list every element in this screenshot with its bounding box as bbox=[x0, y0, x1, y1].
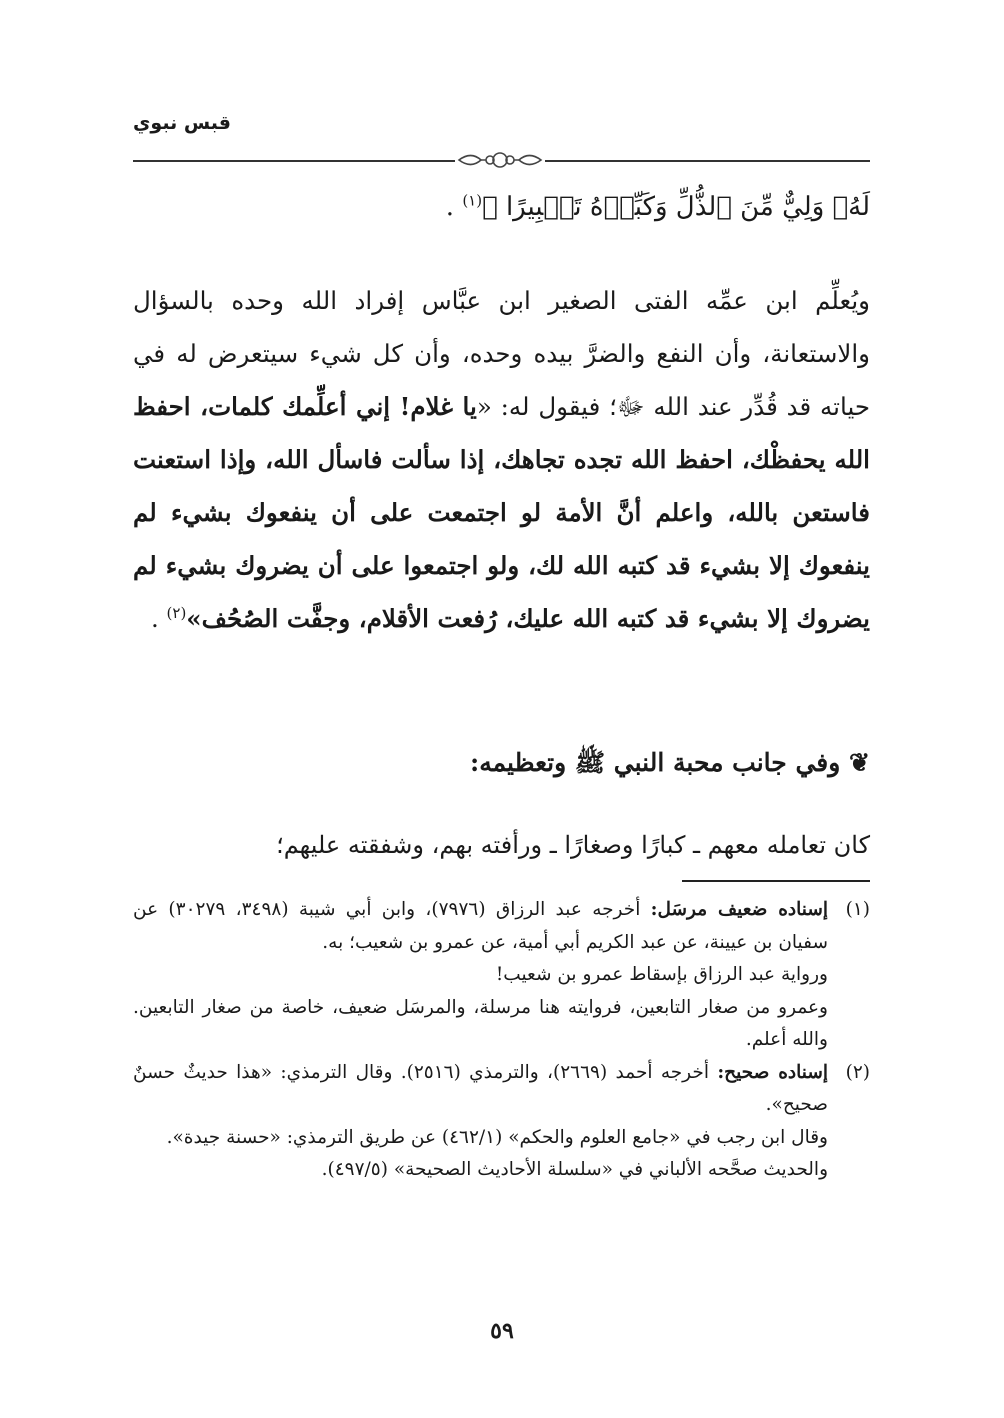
section-first-line: كان تعامله معهم ـ كبارًا وصغارًا ـ ورأفته بهم، وشفقته عليهم؛ bbox=[276, 831, 870, 859]
quran-verse-ending bbox=[133, 182, 870, 232]
hadith-close-quote: » bbox=[186, 604, 202, 633]
footnote-text: وعمرو من صغار التابعين، فروايته هنا مرسلة، والمرسَل ضعيف، خاصة من صغار التابعين. والله أعلم. bbox=[133, 996, 828, 1050]
footnote-text: وقال ابن رجب في «جامع العلوم والحكم» (٤٦٢/١) عن طريق الترمذي: «حسنة جيدة». bbox=[166, 1126, 828, 1148]
ornament-icon bbox=[455, 145, 545, 175]
footnote-lead: إسناده ضعيف مرسَل: bbox=[650, 899, 828, 920]
verse-text: لَهُۥ وَلِيٌّ مِّنَ ٱلذُّلِّ وَكَبِّرۡهُ تَكۡبِيرًا ﴾ bbox=[482, 192, 870, 222]
paragraph-intro: ويُعلِّم ابن عمِّه الفتى الصغير ابن عبَّاس إفراد الله وحده بالسؤال والاستعانة، وأن النفع والضرَّ بيده وحده، وأن كل شيء سيتعرض له في حياته قد قُدِّر عند الله ﷻ؛ فيقول له: « bbox=[133, 286, 870, 421]
footnote-text: أخرجه عبد الرزاق (٧٩٧٦)، وابن أبي شيبة (٣٤٩٨، ٣٠٢٧٩) عن سفيان بن عيينة، عن عبد الكريم أبي أمية، عن عمرو بن شعيب؛ به. bbox=[133, 899, 828, 953]
footnote-separator bbox=[682, 880, 870, 882]
footnote-lead: إسناده صحيح: bbox=[717, 1061, 828, 1083]
page-number: ٥٩ bbox=[490, 1318, 514, 1344]
footnote-text: أخرجه أحمد (٢٦٦٩)، والترمذي (٢٥١٦). وقال الترمذي: «هذا حديثٌ حسنٌ صحيح». bbox=[133, 1061, 828, 1115]
section-heading bbox=[133, 738, 870, 788]
footnote-ref-1: (١) bbox=[462, 191, 483, 210]
running-header-title: قبس نبوي bbox=[133, 112, 231, 134]
footnote-text: والحديث صحَّحه الألباني في «سلسلة الأحاديث الصحيحة» (٤٩٧/٥). bbox=[321, 1159, 828, 1180]
footnotes bbox=[133, 894, 870, 1187]
footnote-text: ورواية عبد الرزاق بإسقاط عمرو بن شعيب! bbox=[495, 964, 828, 985]
footnote-2 bbox=[133, 1057, 870, 1187]
footnote-number: (١) bbox=[845, 899, 870, 920]
main-paragraph bbox=[133, 274, 870, 645]
footnote-number: (٢) bbox=[845, 1061, 870, 1083]
footnote-ref-2: (٢) bbox=[166, 603, 187, 622]
hadith-text: يا غلام! إني أعلِّمك كلمات، احفظ الله يحفظْك، احفظ الله تجده تجاهك، إذا سألت فاسأل الله، وإذا استعنت فاستعن بالله، واعلم أنَّ الأمة لو اجتمعت على أن ينفعوك بشيء لم ينفعوك إلا بشيء قد كتبه الله لك، ولو اجتمعوا على أن يضروك بشيء لم يضروك إلا بشيء قد كتبه الله عليك، رُفعت الأقلام، وجفَّت الصُحُف bbox=[133, 392, 870, 633]
verse-end: . bbox=[445, 192, 463, 222]
fleuron-icon: ❦ bbox=[849, 748, 870, 777]
paragraph-end: . bbox=[150, 604, 167, 633]
section-heading-text: وفي جانب محبة النبي ﷺ وتعظيمه: bbox=[469, 748, 841, 777]
footnote-1 bbox=[133, 894, 870, 1057]
